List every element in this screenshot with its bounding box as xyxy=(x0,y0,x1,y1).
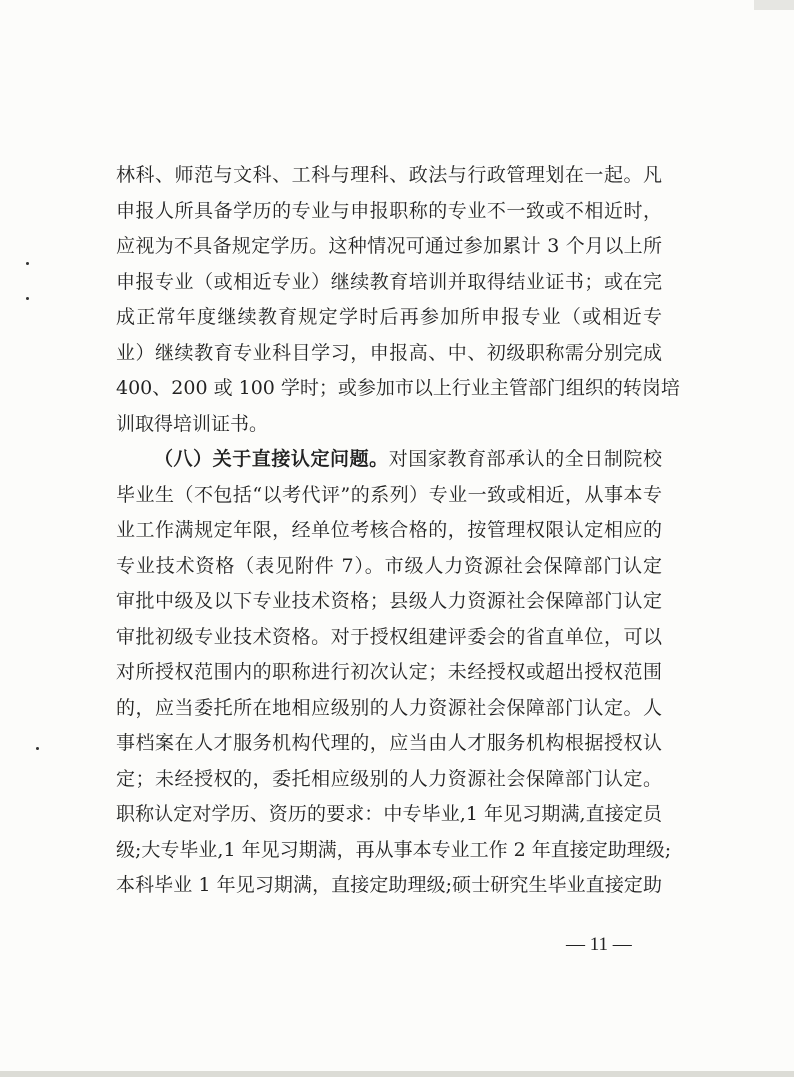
text-line: 训取得培训证书。 xyxy=(116,412,269,435)
section-first-line xyxy=(116,442,662,478)
body-text xyxy=(116,158,680,904)
text-line: 申报人所具备学历的专业与申报职称的专业不一致或不相近时， xyxy=(116,199,662,222)
text-line: 对所授权范围内的职称进行初次认定；未经授权或超出授权范围 xyxy=(116,661,662,683)
text-line: 专业技术资格（表见附件 7）。市级人力资源社会保障部门认定 xyxy=(116,554,662,577)
scan-speck xyxy=(36,747,39,750)
scan-speck xyxy=(26,297,29,300)
text-line: 级;大专毕业,1 年见习期满，再从事本专业工作 2 年直接定助理级; xyxy=(116,838,672,861)
section-heading: （八）关于直接认定问题。 xyxy=(154,448,389,470)
text-line: 应视为不具备规定学历。这种情况可通过参加累计 3 个月以上所 xyxy=(116,235,662,257)
text-line: 职称认定对学历、资历的要求：中专毕业,1 年见习期满,直接定员 xyxy=(116,803,662,825)
scan-speck xyxy=(26,262,29,265)
text-line: 林科、师范与文科、工科与理科、政法与行政管理划在一起。凡 xyxy=(116,164,662,186)
text-line: 审批初级专业技术资格。对于授权组建评委会的省直单位，可以 xyxy=(116,625,662,648)
scan-edge-mark xyxy=(754,0,794,10)
text-line: 定；未经授权的，委托相应级别的人力资源社会保障部门认定。 xyxy=(116,767,662,790)
text-line: 的，应当委托所在地相应级别的人力资源社会保障部门认定。人 xyxy=(116,696,662,719)
text-line: 本科毕业 1 年见习期满，直接定助理级;硕士研究生毕业直接定助 xyxy=(116,874,662,896)
text-line: 毕业生（不包括“以考代评”的系列）专业一致或相近，从事本专 xyxy=(116,483,662,506)
section-text: 对国家教育部承认的全日制院校 xyxy=(388,448,662,470)
page-number: — 11 — xyxy=(566,934,632,955)
text-line: 业工作满规定年限，经单位考核合格的，按管理权限认定相应的 xyxy=(116,519,662,541)
scan-edge-bottom xyxy=(0,1071,794,1077)
text-line: 审批中级及以下专业技术资格；县级人力资源社会保障部门认定 xyxy=(116,590,662,612)
text-line: 申报专业（或相近专业）继续教育培训并取得结业证书；或在完 xyxy=(116,270,662,293)
text-line: 400、200 或 100 学时；或参加市以上行业主管部门组织的转岗培 xyxy=(116,377,680,399)
text-line: 事档案在人才服务机构代理的，应当由人才服务机构根据授权认 xyxy=(116,732,662,754)
text-line: 业）继续教育专业科目学习，申报高、中、初级职称需分别完成 xyxy=(116,341,662,364)
text-line: 成正常年度继续教育规定学时后再参加所申报专业（或相近专 xyxy=(116,306,662,328)
